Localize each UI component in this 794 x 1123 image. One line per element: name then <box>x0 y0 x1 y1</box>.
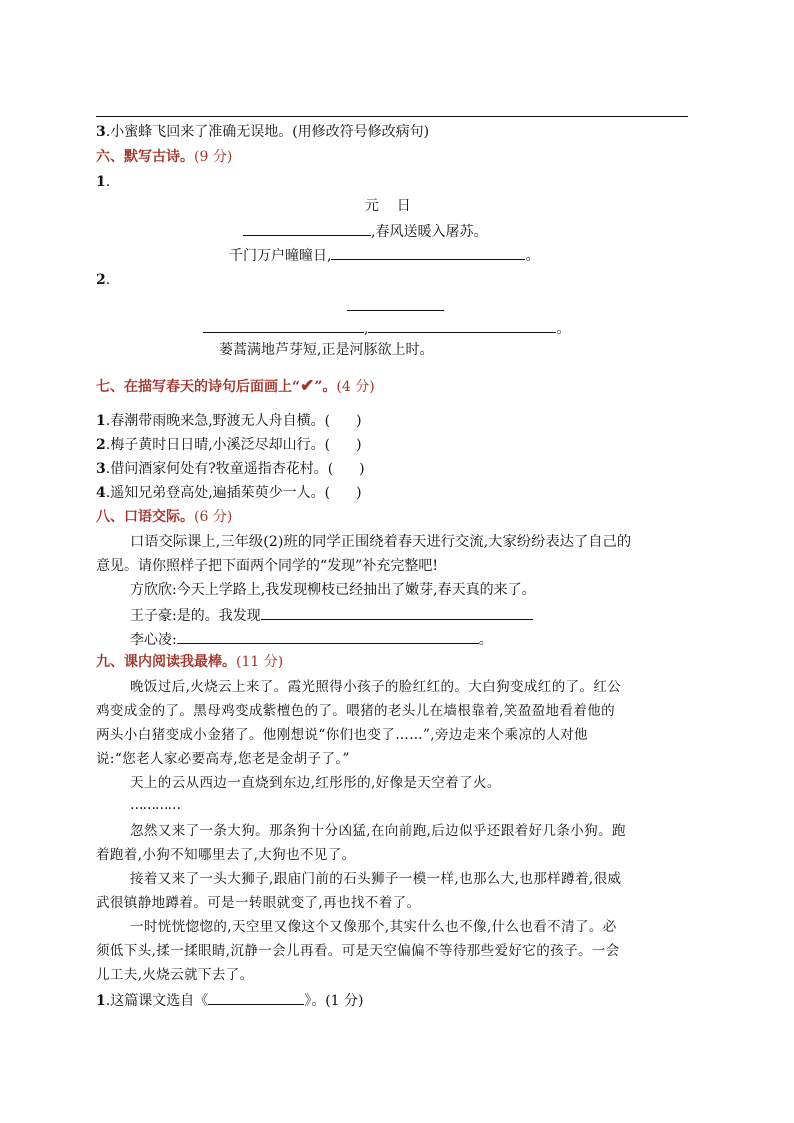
reading-line: 儿工夫,火烧云就下去了。 <box>96 967 254 983</box>
poem-1-title: 元 日 <box>365 198 411 214</box>
section-title: 八、口语交际。 <box>96 509 194 525</box>
question-text: .小蜜蜂飞回来了准确无误地。(用修改符号修改病句) <box>105 124 430 140</box>
item-number: 3 <box>96 461 106 477</box>
item-number: 2 <box>96 437 106 453</box>
section-6-heading <box>96 148 232 166</box>
item-text: ) <box>356 437 362 453</box>
section-points: (9 分) <box>194 149 233 165</box>
dialogue-line <box>130 629 493 649</box>
reading-line: 晚饭过后,火烧云上来了。霞光照得小孩子的脸红红的。大白狗变成红的了。红公 <box>130 679 622 695</box>
item-text: .梅子黄时日日晴,小溪泛尽却山行。( <box>105 437 331 453</box>
item-number: 1 <box>96 174 106 190</box>
answer-line-top[interactable] <box>96 116 688 117</box>
reading-line: 忽然又来了一条大狗。那条狗十分凶猛,在向前跑,后边似乎还跟着好几条小狗。跑 <box>130 823 626 839</box>
poem-2-number <box>96 271 110 289</box>
poem-1-line-2 <box>229 245 539 265</box>
section-points: (4 分) <box>336 379 375 395</box>
section-points: (6 分) <box>194 509 233 525</box>
item-text: ) <box>359 461 365 477</box>
poem-1-number <box>96 173 110 191</box>
item-number: 1 <box>96 413 106 429</box>
question-1 <box>96 990 363 1010</box>
poem-text: 千门万户曈曈日, <box>229 248 332 264</box>
list-item <box>96 460 365 478</box>
list-item <box>96 412 362 430</box>
item-number: 4 <box>96 485 106 501</box>
dialogue-line: 方欣欣:今天上学路上,我发现柳枝已经抽出了嫩芽,春天真的来了。 <box>130 582 536 598</box>
item-number: 2 <box>96 272 106 288</box>
blank-field[interactable] <box>261 605 533 620</box>
list-item <box>96 436 362 454</box>
section-title: 九、课内阅读我最棒。 <box>96 654 236 670</box>
section-9-heading <box>96 653 283 671</box>
question-number: 3 <box>96 124 106 140</box>
poem-2-line-2: 蒌蒿满地芦芽短,正是河豚欲上时。 <box>219 342 434 358</box>
section-8-heading <box>96 508 232 526</box>
section-7-heading <box>96 377 375 396</box>
blank-field[interactable] <box>203 318 364 333</box>
poem-text: ,春风送暖入屠苏。 <box>371 224 488 240</box>
poem-2-line-1 <box>203 318 570 338</box>
item-text: .借问酒家何处有?牧童遥指杏花村。( <box>105 461 334 477</box>
reading-ellipsis: ………… <box>130 797 180 813</box>
paragraph: 口语交际课上,三年级(2)班的同学正围绕着春天进行交流,大家纷纷表达了自己的 <box>130 534 632 550</box>
dialogue-text: 李心凌: <box>130 632 177 648</box>
section-title: 七、在描写春天的诗句后面画上“ <box>96 379 301 395</box>
question-text: 》。(1 分) <box>304 993 364 1009</box>
reading-line: 武很镇静地蹲着。可是一转眼就变了,再也找不着了。 <box>96 895 421 911</box>
reading-line: 接着又来了一头大狮子,跟庙门前的石头狮子一模一样,也那么大,也那样蹲着,很威 <box>130 871 622 887</box>
dialogue-text: 王子豪:是的。我发现 <box>130 608 261 624</box>
dialogue-text: 。 <box>478 632 493 648</box>
blank-field[interactable] <box>368 318 556 333</box>
item-text: ) <box>356 485 362 501</box>
section-title: 六、默写古诗。 <box>96 149 194 165</box>
blank-field[interactable] <box>331 245 525 260</box>
blank-field[interactable] <box>347 296 444 311</box>
reading-line: 两头小白猪变成小金猪了。他刚想说“你们也变了……”,旁边走来个乘凉的人对他 <box>96 727 588 743</box>
dialogue-line <box>130 605 533 625</box>
item-text: .遥知兄弟登高处,遍插茱萸少一人。( <box>105 485 331 501</box>
poem-text: 。 <box>525 248 540 264</box>
item-text: ) <box>356 413 362 429</box>
paragraph: 意见。请你照样子把下面两个同学的“发现”补充完整吧! <box>96 558 438 574</box>
section-title: ”。 <box>314 379 337 395</box>
section-points: (11 分) <box>236 654 284 670</box>
item-dot: . <box>105 272 111 288</box>
reading-line: 着跑着,小狗不知哪里去了,大狗也不见了。 <box>96 847 356 863</box>
item-dot: . <box>105 174 111 190</box>
question-number: 1 <box>96 993 106 1009</box>
reading-line: 鸡变成金的了。黑母鸡变成紫檀色的了。喂猪的老头儿在墙根靠着,笑盈盈地看着他的 <box>96 703 615 719</box>
blank-field[interactable] <box>208 990 304 1005</box>
poem-2-title-blank <box>347 296 444 316</box>
blank-field[interactable] <box>243 221 371 236</box>
item-text: .春潮带雨晚来急,野渡无人舟自横。( <box>105 413 331 429</box>
reading-line: 一时恍恍惚惚的,天空里又像这个又像那个,其实什么也不像,什么也看不清了。必 <box>130 919 617 935</box>
question-text: .这篇课文选自《 <box>105 993 209 1009</box>
check-mark-icon: ✔ <box>300 376 315 396</box>
reading-line: 须低下头,揉一揉眼睛,沉静一会儿再看。可是天空偏偏不等待那些爱好它的孩子。一会 <box>96 943 620 959</box>
blank-field[interactable] <box>177 629 479 644</box>
reading-line: 说:“您老人家必要高寿,您老是金胡子了。” <box>96 751 350 767</box>
list-item <box>96 484 362 502</box>
poem-text: , <box>364 321 369 337</box>
reading-line: 天上的云从西边一直烧到东边,红彤彤的,好像是天空着了火。 <box>130 775 501 791</box>
question-3 <box>96 123 429 141</box>
poem-text: 。 <box>556 321 571 337</box>
poem-1-line-1 <box>243 221 487 241</box>
